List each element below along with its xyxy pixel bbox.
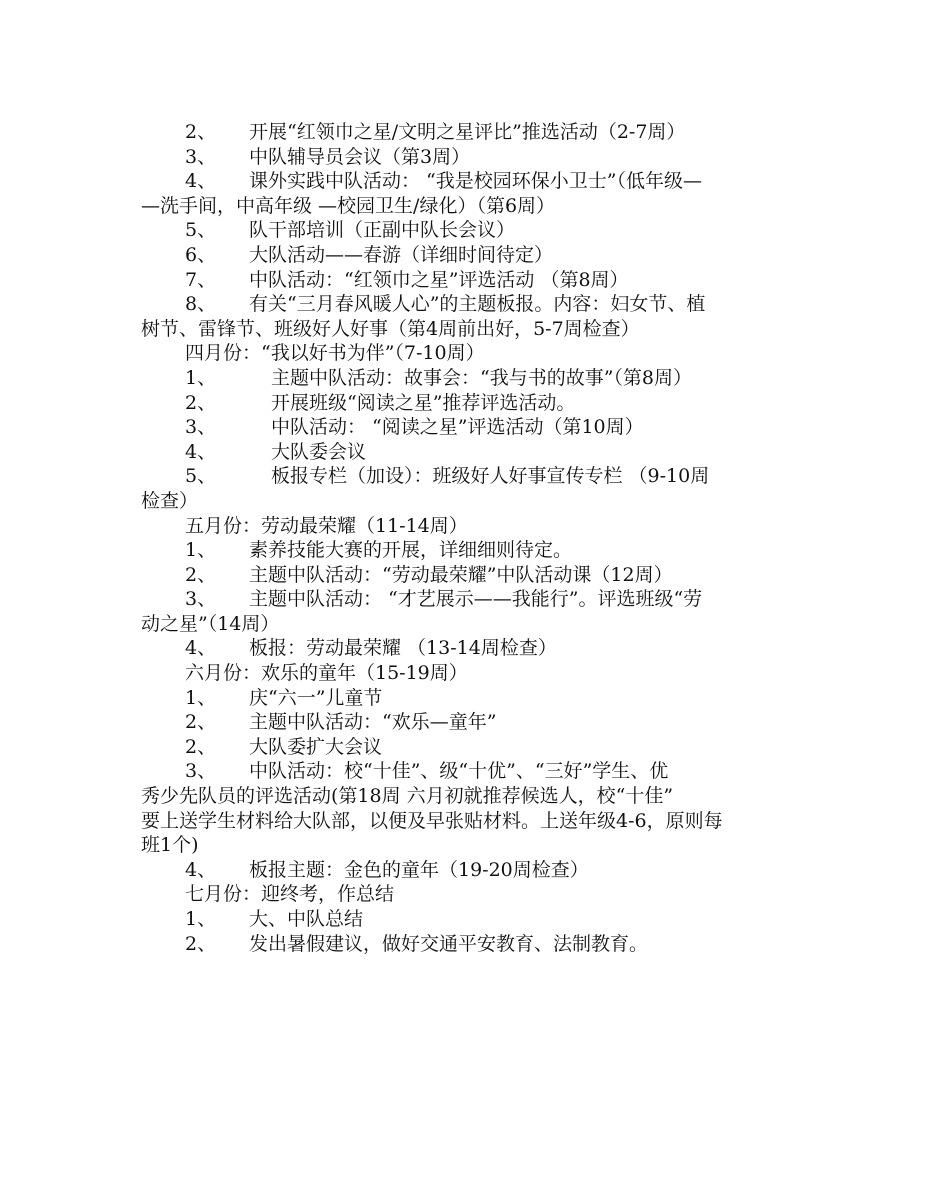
document-body bbox=[141, 120, 811, 956]
list-item bbox=[141, 710, 811, 735]
list-item bbox=[141, 415, 811, 440]
list-item bbox=[141, 464, 811, 489]
item-text: 大队委扩大会议 bbox=[249, 735, 383, 758]
item-text: 主题中队活动：故事会：“我与书的故事”（第8周） bbox=[271, 366, 693, 389]
section-heading-july: 七月份：迎终考，作总结 bbox=[185, 883, 395, 906]
item-number: 4、 bbox=[185, 858, 217, 881]
item-text: 课外实践中队活动： “我是校园环保小卫士”（低年级— bbox=[249, 170, 702, 193]
item-text: 大队委会议 bbox=[271, 440, 367, 463]
section-heading-may: 五月份：劳动最荣耀（11-14周） bbox=[185, 514, 468, 537]
item-text: 中队活动：校“十佳”、级“十优”、“三好”学生、优 bbox=[249, 760, 669, 783]
item-number: 2、 bbox=[185, 121, 217, 143]
item-number: 2、 bbox=[185, 735, 217, 758]
list-item bbox=[141, 587, 811, 612]
list-item bbox=[141, 120, 811, 145]
list-item bbox=[141, 391, 811, 416]
item-number: 4、 bbox=[185, 440, 217, 463]
list-item bbox=[141, 735, 811, 760]
item-text: 中队辅导员会议（第3周） bbox=[249, 145, 471, 168]
item-number: 4、 bbox=[185, 637, 217, 660]
item-number: 3、 bbox=[185, 588, 217, 611]
item-number: 3、 bbox=[185, 145, 217, 168]
item-number: 1、 bbox=[185, 908, 217, 930]
item-number: 1、 bbox=[185, 686, 217, 709]
list-item bbox=[141, 759, 811, 784]
list-item bbox=[141, 218, 811, 243]
list-item bbox=[141, 243, 811, 268]
item-number: 2、 bbox=[185, 711, 217, 734]
item-number: 7、 bbox=[185, 268, 217, 291]
item-text: 板报：劳动最荣耀 （13-14周检查） bbox=[249, 637, 557, 660]
list-item bbox=[141, 563, 811, 588]
section-heading-june: 六月份：欢乐的童年（15-19周） bbox=[185, 662, 468, 685]
item-text: 素养技能大赛的开展，详细细则待定。 bbox=[249, 539, 573, 562]
list-item-continuation: 班1个) bbox=[141, 834, 199, 857]
item-number: 8、 bbox=[185, 293, 217, 316]
item-text: 板报专栏（加设）：班级好人好事宣传专栏 （9-10周 bbox=[271, 465, 710, 488]
list-item-continuation: 要上送学生材料给大队部，以便及早张贴材料。上送年级4-6，原则每 bbox=[141, 809, 723, 832]
item-text: 队干部培训（正副中队长会议） bbox=[249, 219, 516, 242]
section-heading-april: 四月份：“我以好书为伴”（7-10周） bbox=[185, 342, 485, 365]
item-text: 有关“三月春风暖人心”的主题板报。内容：妇女节、植 bbox=[249, 293, 706, 316]
item-text: 大、中队总结 bbox=[249, 908, 364, 930]
list-item-continuation: 秀少先队员的评选活动(第18周 六月初就推荐候选人，校“十佳” bbox=[141, 785, 674, 808]
item-text: 主题中队活动：“欢乐—童年” bbox=[249, 711, 497, 734]
item-text: 中队活动： “阅读之星”评选活动（第10周） bbox=[271, 416, 644, 439]
list-item bbox=[141, 538, 811, 563]
item-number: 5、 bbox=[185, 465, 217, 488]
item-number: 6、 bbox=[185, 243, 217, 266]
list-item bbox=[141, 686, 811, 711]
list-item bbox=[141, 907, 811, 932]
list-item-continuation: 树节、雷锋节、班级好人好事（第4周前出好，5-7周检查） bbox=[141, 317, 640, 340]
list-item-continuation: —洗手间，中高年级 —校园卫生/绿化）（第6周） bbox=[141, 194, 556, 217]
item-number: 2、 bbox=[185, 391, 217, 414]
list-item bbox=[141, 145, 811, 170]
list-item bbox=[141, 858, 811, 883]
item-text: 中队活动：“红领巾之星”评选活动 （第8周） bbox=[249, 268, 629, 291]
item-text: 板报主题：金色的童年（19-20周检查） bbox=[249, 858, 589, 881]
list-item bbox=[141, 169, 811, 194]
item-number: 2、 bbox=[185, 932, 217, 955]
item-text: 庆“六一”儿童节 bbox=[249, 686, 383, 709]
item-number: 1、 bbox=[185, 539, 217, 562]
item-text: 主题中队活动：“劳动最荣耀”中队活动课（12周） bbox=[249, 563, 673, 586]
list-item bbox=[141, 268, 811, 293]
item-text: 发出暑假建议，做好交通平安教育、法制教育。 bbox=[249, 932, 649, 955]
list-item bbox=[141, 636, 811, 661]
item-text: 大队活动——春游（详细时间待定） bbox=[249, 243, 554, 266]
item-number: 5、 bbox=[185, 219, 217, 242]
item-text: 开展“红领巾之星/文明之星评比”推选活动（2-7周） bbox=[249, 121, 686, 143]
list-item-continuation: 动之星”（14周） bbox=[141, 612, 280, 635]
item-number: 1、 bbox=[185, 366, 217, 389]
item-text: 主题中队活动： “才艺展示——我能行”。评选班级“劳 bbox=[249, 588, 703, 611]
item-number: 4、 bbox=[185, 170, 217, 193]
item-number: 3、 bbox=[185, 760, 217, 783]
list-item bbox=[141, 440, 811, 465]
item-text: 开展班级“阅读之星”推荐评选活动。 bbox=[271, 391, 576, 414]
list-item bbox=[141, 366, 811, 391]
item-number: 3、 bbox=[185, 416, 217, 439]
list-item bbox=[141, 292, 811, 317]
list-item bbox=[141, 932, 811, 957]
item-number: 2、 bbox=[185, 563, 217, 586]
list-item-continuation: 检查） bbox=[141, 489, 199, 512]
